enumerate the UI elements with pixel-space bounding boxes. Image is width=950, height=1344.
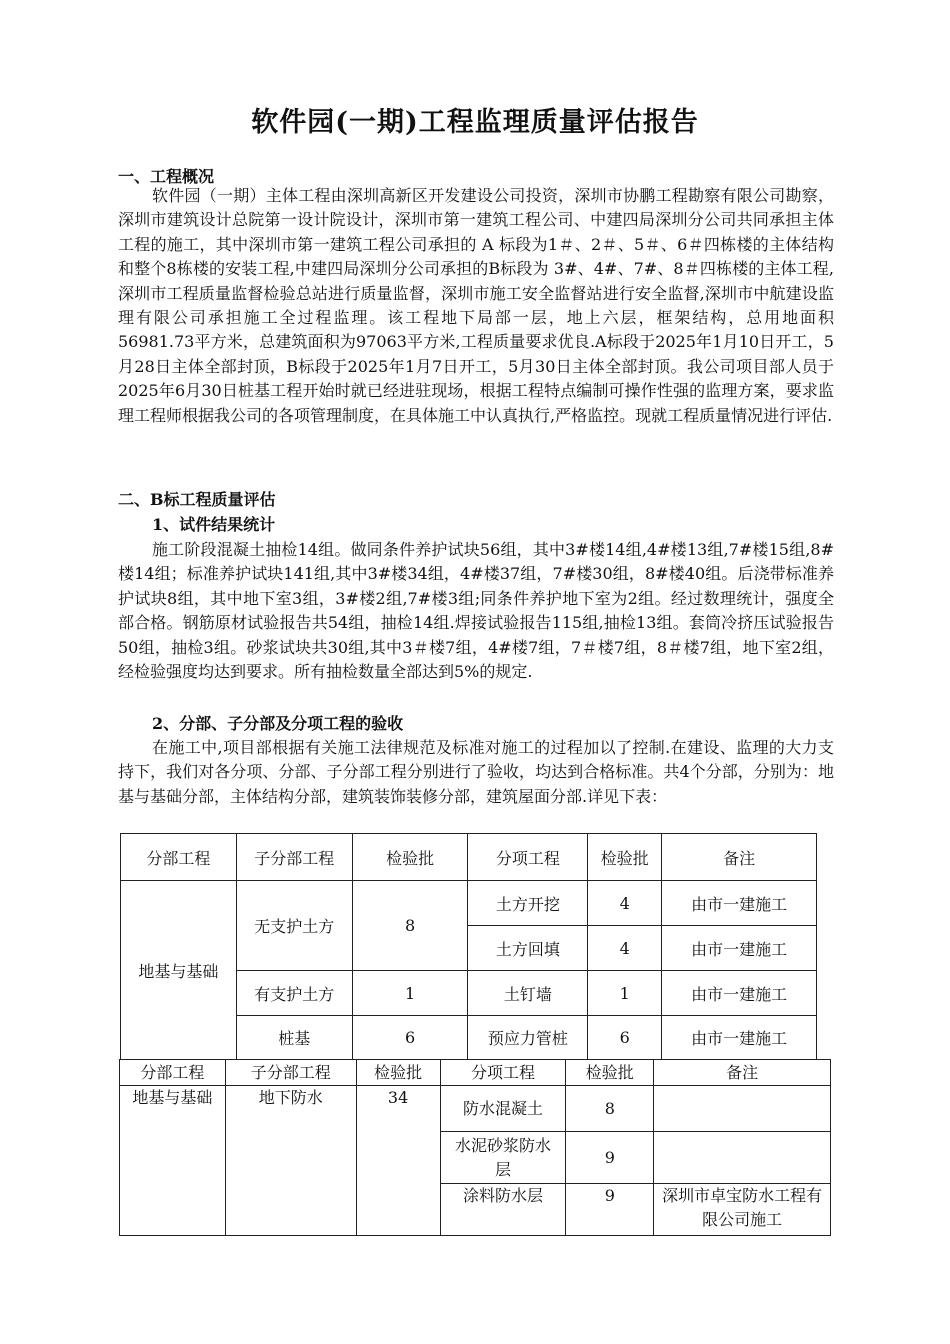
header-cell: 检验批 (352, 834, 468, 881)
division-cell: 地基与基础 (120, 1086, 226, 1236)
note-cell: 由市一建施工 (662, 971, 817, 1016)
count-cell: 9 (566, 1132, 654, 1184)
section1-paragraph: 软件园（一期）主体工程由深圳高新区开发建设公司投资，深圳市协鹏工程勘察有限公司勘察，深圳市建筑设计总院第一设计院设计，深圳市第一建筑工程公司、中建四局深圳分公司共同承担主体工程的施工，其中深圳市第一建筑工程公司承担的 A 标段为1＃、2＃、5＃、6＃四栋楼的主体结构和整个8栋楼的安装工程,中建四局深圳分公司承担的B标段为 3#、4#、7#、8＃四栋楼的主体工程,深圳市工程质量监督检验总站进行质量监督，深圳市施工安全监督站进行安全监督,深圳市中航建设监理有限公司承担施工全过程监理。该工程地下局部一层，地上六层，框架结构，总用地面积 56981.73平方米，总建筑面积为97063平方米,工程质量要求优良.A标段于2025年1月10日开工，5月28日主体全部封顶，B标段于2025年1月7日开工，5月30日主体全部封顶。我公司项目部人员于2025年6月30日桩基工程开始时就已经进驻现场，根据工程特点编制可操作性强的监理方案，要求监理工程师根据我公司的各项管理制度，在具体施工中认真执行,严格监控。现就工程质量情况进行评估. (118, 186, 834, 425)
note-cell (654, 1086, 831, 1132)
header-cell: 分部工程 (120, 1060, 226, 1086)
subdivision-count-cell: 6 (352, 1016, 468, 1060)
subdivision-cell: 桩基 (236, 1016, 352, 1060)
section2-heading: 二、B标工程质量评估 (118, 490, 276, 509)
table-row (121, 881, 817, 926)
note-cell (654, 1132, 831, 1184)
header-cell: 备注 (662, 834, 817, 881)
header-cell: 检验批 (566, 1060, 654, 1086)
subdivision-cell: 有支护土方 (236, 971, 352, 1016)
sub1-paragraph: 施工阶段混凝土抽检14组。做同条件养护试块56组，其中3#楼14组,4#楼13组,7#楼15组,8#楼14组；标准养护试块141组,其中3#楼34组，4#楼37组，7#楼30组，8#楼40组。后浇带标准养护试块8组，其中地下室3组，3#楼2组,7#楼3组;同条件养护地下室为2组。经过数理统计，强度全部合格。钢筋原材试验报告共54组，抽检14组.焊接试验报告115组,抽检13组。套筒冷挤压试验报告50组，抽检3组。砂浆试块共30组,其中3＃楼7组，4#楼7组，7＃楼7组，8＃楼7组，地下室2组，经检验强度均达到要求。所有抽检数量全部达到5%的规定. (118, 540, 834, 682)
note-cell: 由市一建施工 (662, 926, 817, 971)
header-cell: 分项工程 (440, 1060, 566, 1086)
note-cell: 深圳市卓宝防水工程有限公司施工 (654, 1184, 831, 1236)
count-cell: 6 (588, 1016, 662, 1060)
section1-heading: 一、工程概况 (118, 167, 215, 186)
division-cell: 地基与基础 (121, 881, 237, 1060)
subdivision-cell: 地下防水 (225, 1086, 356, 1236)
inspection-table-2 (119, 1059, 831, 1236)
header-cell: 检验批 (588, 834, 662, 881)
note-cell: 由市一建施工 (662, 1016, 817, 1060)
sub2-paragraph: 在施工中,项目部根据有关施工法律规范及标准对施工的过程加以了控制.在建设、监理的大力支持下，我们对各分项、分部、子分部工程分别进行了验收，均达到合格标准。共4个分部，分别为：地基与基础分部，主体结构分部，建筑装饰装修分部，建筑屋面分部.详见下表： (118, 738, 834, 806)
count-cell: 8 (566, 1086, 654, 1132)
header-cell: 备注 (654, 1060, 831, 1086)
item-cell: 水泥砂浆防水层 (440, 1132, 566, 1184)
table-header-row (121, 834, 817, 881)
header-cell: 子分部工程 (236, 834, 352, 881)
count-cell: 4 (588, 881, 662, 926)
subdivision-count-cell: 8 (352, 881, 468, 971)
count-cell: 1 (588, 971, 662, 1016)
subdivision-count-cell: 34 (356, 1086, 440, 1236)
sub1-heading: 1、试件结果统计 (152, 515, 276, 534)
note-cell: 由市一建施工 (662, 881, 817, 926)
inspection-table-1 (120, 833, 817, 1060)
item-cell: 土方开挖 (468, 881, 588, 926)
item-cell: 涂料防水层 (440, 1184, 566, 1236)
header-cell: 分项工程 (468, 834, 588, 881)
sub2-heading: 2、分部、子分部及分项工程的验收 (152, 714, 404, 733)
header-cell: 检验批 (356, 1060, 440, 1086)
item-cell: 土方回填 (468, 926, 588, 971)
item-cell: 预应力管桩 (468, 1016, 588, 1060)
table-header-row (120, 1060, 831, 1086)
count-cell: 4 (588, 926, 662, 971)
item-cell: 土钉墙 (468, 971, 588, 1016)
table-row (120, 1086, 831, 1132)
subdivision-count-cell: 1 (352, 971, 468, 1016)
document-title: 软件园(一期)工程监理质量评估报告 (251, 107, 699, 138)
header-cell: 子分部工程 (225, 1060, 356, 1086)
item-cell: 防水混凝土 (440, 1086, 566, 1132)
count-cell: 9 (566, 1184, 654, 1236)
subdivision-cell: 无支护土方 (236, 881, 352, 971)
header-cell: 分部工程 (121, 834, 237, 881)
